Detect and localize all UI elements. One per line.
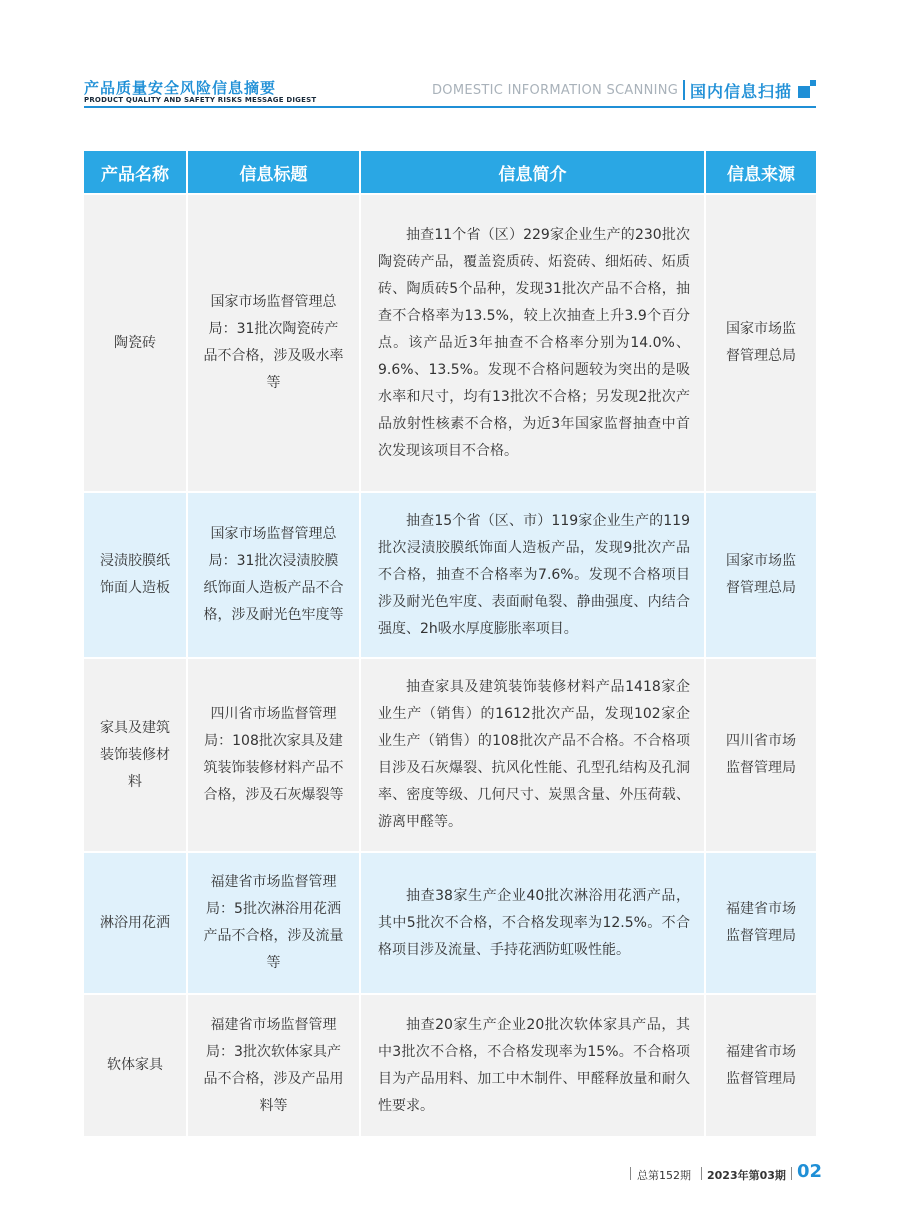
info-source: 福建省市场监督管理局	[705, 994, 816, 1136]
footer-divider	[630, 1167, 631, 1180]
product-name: 淋浴用花洒	[84, 852, 187, 994]
section-title-en: DOMESTIC INFORMATION SCANNING	[432, 83, 679, 98]
column-header-product: 产品名称	[84, 151, 187, 194]
info-source: 国家市场监督管理总局	[705, 194, 816, 492]
table-row	[84, 852, 816, 994]
info-summary: 抽查38家生产企业40批次淋浴用花洒产品，其中5批次不合格，不合格发现率为12.5%。不合格项目涉及流量、手持花洒防虹吸性能。	[360, 852, 705, 994]
info-source: 四川省市场监督管理局	[705, 658, 816, 852]
page-number: 02	[797, 1161, 823, 1182]
total-issue-number: 总第152期	[637, 1169, 691, 1182]
footer-divider	[791, 1167, 792, 1180]
product-name: 软体家具	[84, 994, 187, 1136]
info-source: 国家市场监督管理总局	[705, 492, 816, 658]
info-title: 国家市场监督管理总局：31批次浸渍胶膜纸饰面人造板产品不合格，涉及耐光色牢度等	[187, 492, 360, 658]
product-name: 家具及建筑装饰装修材料	[84, 658, 187, 852]
issue-number: 2023年第03期	[707, 1169, 786, 1182]
info-source: 福建省市场监督管理局	[705, 852, 816, 994]
corner-squares-icon	[798, 80, 816, 98]
risk-info-table	[84, 151, 816, 1136]
info-summary: 抽查20家生产企业20批次软体家具产品，其中3批次不合格，不合格发现率为15%。不合格项目为产品用料、加工中木制件、甲醛释放量和耐久性要求。	[360, 994, 705, 1136]
digest-title-cn: 产品质量安全风险信息摘要	[84, 79, 277, 97]
table-row	[84, 492, 816, 658]
column-header-summary: 信息简介	[360, 151, 705, 194]
header-rule	[84, 106, 816, 108]
info-title: 福建省市场监督管理局：3批次软体家具产品不合格，涉及产品用料等	[187, 994, 360, 1136]
info-title: 国家市场监督管理总局：31批次陶瓷砖产品不合格，涉及吸水率等	[187, 194, 360, 492]
section-title-cn: 国内信息扫描	[690, 82, 793, 101]
table-row	[84, 994, 816, 1136]
digest-title-en: PRODUCT QUALITY AND SAFETY RISKS MESSAGE DIGEST	[84, 96, 317, 104]
table-header-row	[84, 151, 816, 194]
header-separator	[683, 80, 685, 100]
column-header-title: 信息标题	[187, 151, 360, 194]
info-summary: 抽查家具及建筑装饰装修材料产品1418家企业生产（销售）的1612批次产品，发现102家企业生产（销售）的108批次产品不合格。不合格项目涉及石灰爆裂、抗风化性能、孔型孔结构及孔洞率、密度等级、几何尺寸、炭黑含量、外压荷载、游离甲醛等。	[360, 658, 705, 852]
table-row	[84, 194, 816, 492]
column-header-source: 信息来源	[705, 151, 816, 194]
footer-divider	[701, 1167, 702, 1180]
page-footer	[600, 1161, 823, 1184]
table-row	[84, 658, 816, 852]
product-name: 浸渍胶膜纸饰面人造板	[84, 492, 187, 658]
info-summary: 抽查15个省（区、市）119家企业生产的119批次浸渍胶膜纸饰面人造板产品，发现9批次产品不合格，抽查不合格率为7.6%。发现不合格项目涉及耐光色牢度、表面耐龟裂、静曲强度、内结合强度、2h吸水厚度膨胀率项目。	[360, 492, 705, 658]
product-name: 陶瓷砖	[84, 194, 187, 492]
info-summary: 抽查11个省（区）229家企业生产的230批次陶瓷砖产品，覆盖瓷质砖、炻瓷砖、细炻砖、炻质砖、陶质砖5个品种，发现31批次产品不合格，抽查不合格率为13.5%，较上次抽查上升3.9个百分点。该产品近3年抽查不合格率分别为14.0%、9.6%、13.5%。发现不合格问题较为突出的是吸水率和尺寸，均有13批次不合格；另发现2批次产品放射性核素不合格，为近3年国家监督抽查中首次发现该项目不合格。	[360, 194, 705, 492]
info-title: 福建省市场监督管理局：5批次淋浴用花洒产品不合格，涉及流量等	[187, 852, 360, 994]
info-title: 四川省市场监督管理局：108批次家具及建筑装饰装修材料产品不合格，涉及石灰爆裂等	[187, 658, 360, 852]
